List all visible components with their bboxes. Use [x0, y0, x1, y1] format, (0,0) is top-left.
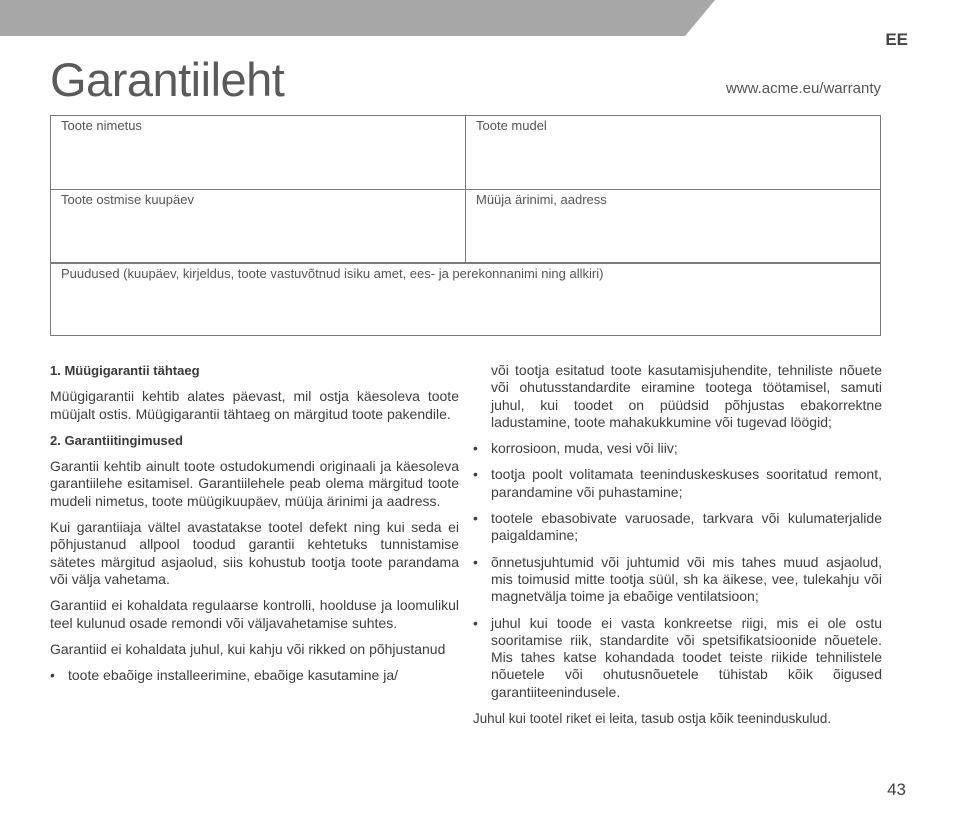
list-item-text: tootja poolt volitamata teeninduskeskuses sooritatud remont, parandamine või puhastamine;	[491, 466, 882, 500]
list-item-text: korrosioon, muda, vesi või liiv;	[491, 440, 678, 457]
list-item-text: juhul kui toode ei vasta konkreetse riigi, mis ei ole ostu sooritamise riik, standardite või spetsifikatsioonide nõuetele. Mis tahes katse kohandada toodet teiste riikide tehnilistele nõuetele või ohutusnõuetele tühistab kõik õigused garantiiteenindusele.	[491, 614, 882, 700]
paragraph: Garantiid ei kohaldata regulaarse kontrolli, hoolduse ja loomulikul teel kulunud osade remondi või väljavahetamise suhtes.	[50, 597, 459, 631]
paragraph: Garantiid ei kohaldata juhul, kui kahju või rikked on põhjustanud	[50, 640, 446, 657]
bullet-icon: •	[473, 553, 478, 570]
page-title: Garantiileht	[50, 53, 285, 106]
list-item	[50, 667, 459, 684]
section-heading-conditions: 2. Garantiitingimused	[50, 432, 183, 448]
closing-note: Juhul kui tootel riket ei leita, tasub ostja kõik teeninduskulud.	[473, 711, 832, 727]
bullet-icon: •	[473, 466, 478, 483]
list-item-text: tootele ebasobivate varuosade, tarkvara või kulumaterjalide paigaldamine;	[491, 510, 882, 544]
top-gray-band	[0, 0, 954, 36]
warranty-form	[50, 115, 881, 336]
seller-field[interactable]: Müüja ärinimi, aadress	[466, 190, 880, 264]
bullet-icon: •	[473, 440, 478, 457]
language-code: EE	[885, 30, 908, 49]
list-item-text: toote ebaõige installeerimine, ebaõige kasutamine ja/	[68, 667, 398, 684]
product-name-field[interactable]: Toote nimetus	[51, 116, 466, 190]
paragraph: Müügigarantii kehtib alates päevast, mil ostja käesoleva toote müüjalt ostis. Müügigarantii tähtaeg on märgitud toote pakendile.	[50, 388, 459, 422]
list-item	[473, 466, 882, 501]
bullet-icon: •	[473, 614, 478, 631]
warranty-url: www.acme.eu/warranty	[725, 80, 881, 97]
defects-field[interactable]: Puudused (kuupäev, kirjeldus, toote vastuvõtnud isiku amet, ees- ja perekonnanimi ning allkiri)	[61, 266, 604, 281]
left-column	[50, 362, 459, 693]
list-item	[473, 510, 882, 545]
list-item-text: õnnetusjuhtumid või juhtumid või mis tahes muud asjaolud, mis toimusid mitte tootja süül, sh ka äikese, vee, tulekahju või magnetvälja toime ja ebaõige ventilatsioon;	[491, 553, 882, 605]
purchase-date-field[interactable]: Toote ostmise kuupäev	[51, 190, 466, 264]
right-column	[473, 362, 882, 736]
page-number: 43	[887, 780, 906, 799]
list-item	[473, 554, 882, 606]
list-item-continuation: või tootja esitatud toote kasutamisjuhendite, tehniliste nõuete või ohutusstandardite eiramine tootega töötamisel, samuti juhul, kui toodet on püüdsid põhjustas ebakorrektne ladustamine, toote mahakukkumine või tugevad löögid;	[491, 362, 882, 430]
bullet-icon: •	[473, 510, 478, 527]
list-item	[473, 440, 882, 457]
section-heading-term: 1. Müügigarantii tähtaeg	[50, 363, 200, 378]
bullet-icon: •	[50, 667, 55, 684]
paragraph: Kui garantiiaja vältel avastatakse tootel defekt ning kui seda ei põhjustanud allpool toodud garantii kehtetuks tunnistamise sätetes märgitud asjaolud, siis kohustub tootja toote parandama või välja vahetama.	[50, 519, 459, 587]
paragraph: Garantii kehtib ainult toote ostudokumendi originaali ja käesoleva garantiilehe esitamisel. Garantiilehele peab olema märgitud toote mudeli nimetus, toote müügikuupäev, müüja ärinimi ja aadress.	[50, 458, 459, 509]
product-model-field[interactable]: Toote mudel	[466, 116, 880, 190]
list-item	[473, 615, 882, 701]
